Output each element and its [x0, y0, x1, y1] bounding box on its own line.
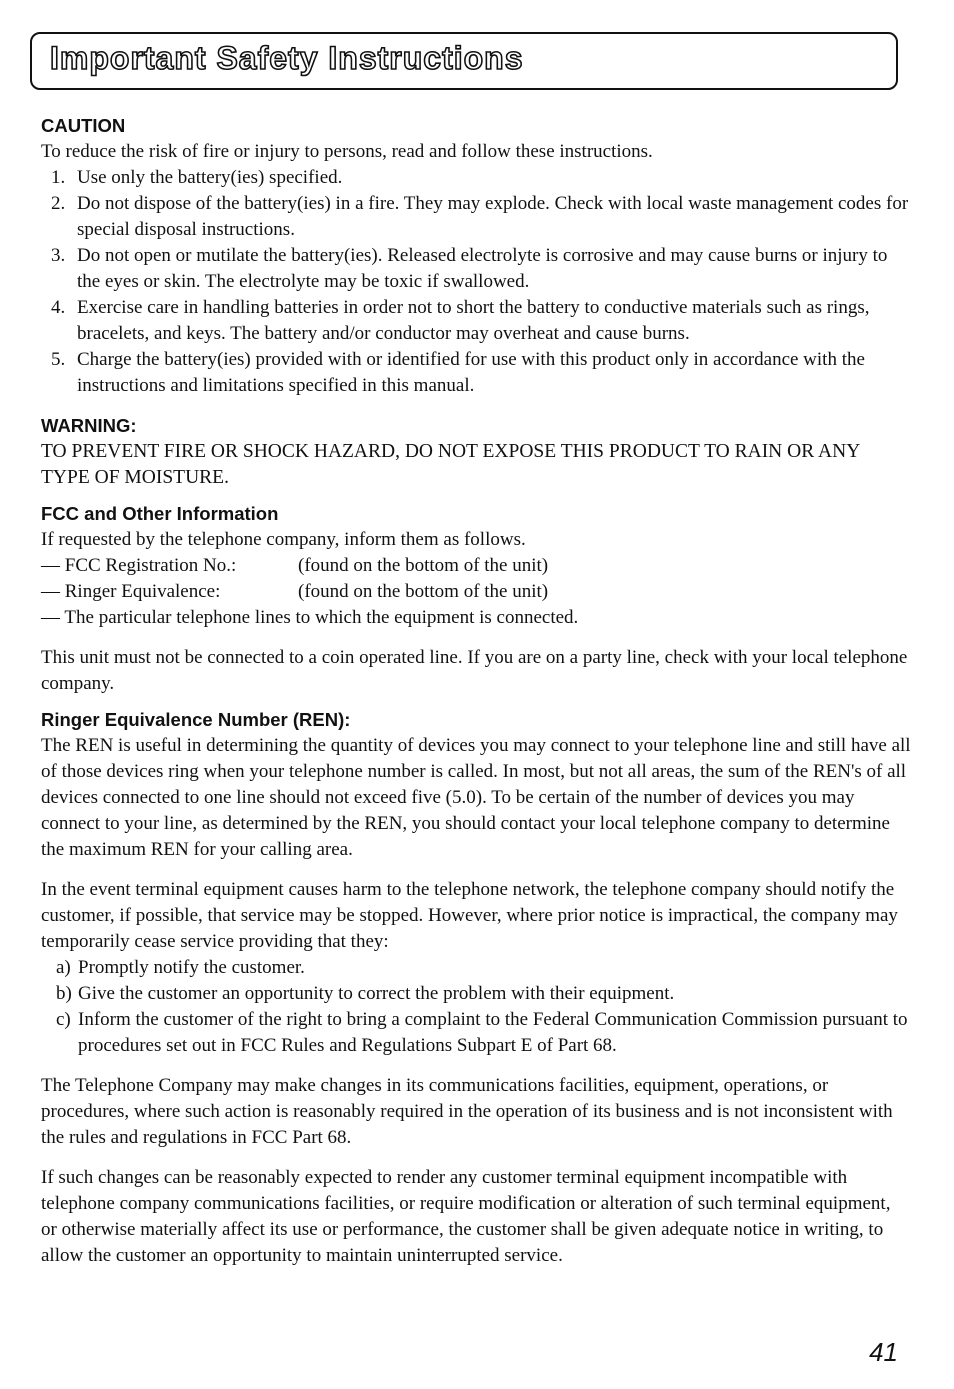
harm-list [41, 955, 911, 1059]
ren-heading: Ringer Equivalence Number (REN): [41, 709, 351, 730]
caution-heading: CAUTION [41, 115, 126, 136]
fcc-heading: FCC and Other Information [41, 503, 279, 524]
harm-item: b) Give the customer an opportunity to correct the problem with their equipment. [56, 983, 675, 1004]
coin-line-notice: This unit must not be connected to a coin operated line. If you are on a party line, check with your local telephone company. [41, 647, 908, 694]
caution-item: 4. Exercise care in handling batteries in order not to short the battery to conductive materials such as rings, bracelets, and keys. The battery and/or conductor may overheat and cause burns. [51, 297, 870, 344]
caution-item: 5. Charge the battery(ies) provided with or identified for use with this product only in accordance with the instructions and limitations specified in this manual. [51, 349, 865, 396]
harm-item: a) Promptly notify the customer. [56, 957, 305, 978]
incompatible-paragraph: If such changes can be reasonably expected to render any customer terminal equipment incompatible with telephone company communications facilities, or require modification or alteration of such terminal equipment, or otherwise materially affect its use or performance, the customer shall be given adequate notice in writing, to allow the customer an opportunity to maintain uninterrupted service. [41, 1167, 891, 1266]
harm-item: c) Inform the customer of the right to bring a complaint to the Federal Communication Commission pursuant to procedures set out in FCC Rules and Regulations Subpart E of Part 68. [56, 1009, 908, 1056]
warning-text: TO PREVENT FIRE OR SHOCK HAZARD, DO NOT EXPOSE THIS PRODUCT TO RAIN OR ANY TYPE OF MOISTURE. [41, 441, 860, 488]
fcc-line: — Ringer Equivalence: (found on the bottom of the unit) [41, 581, 549, 602]
harm-intro: In the event terminal equipment causes harm to the telephone network, the telephone company should notify the customer, if possible, that service may be stopped. However, where prior notice is impractical, the company may temporarily cease service providing that they: [41, 879, 898, 952]
fcc-intro: If requested by the telephone company, inform them as follows. [41, 529, 526, 550]
caution-list [41, 165, 911, 399]
ren-text: The REN is useful in determining the quantity of devices you may connect to your telephone line and still have all of those devices ring when your telephone number is called. In most, but not all areas, the sum of the REN's of all devices connected to one line should not exceed five (5.0). To be certain of the number of devices you may connect to your line, as determined by the REN, you should contact your local telephone company to determine the maximum REN for your calling area. [41, 735, 911, 860]
caution-item: 1. Use only the battery(ies) specified. [51, 167, 343, 188]
caution-item: 2. Do not dispose of the battery(ies) in a fire. They may explode. Check with local waste management codes for special disposal instructions. [51, 193, 909, 240]
page-title: Important Safety Instructions [50, 40, 524, 76]
fcc-line: — FCC Registration No.: (found on the bottom of the unit) [41, 555, 549, 576]
caution-item: 3. Do not open or mutilate the battery(ies). Released electrolyte is corrosive and may cause burns or injury to the eyes or skin. The electrolyte may be toxic if swallowed. [51, 245, 888, 292]
page-number: 41 [869, 1337, 898, 1367]
page-content [41, 113, 911, 1269]
changes-paragraph: The Telephone Company may make changes in its communications facilities, equipment, operations, or procedures, where such action is reasonably required in the operation of its business and is not inconsistent with the rules and regulations in FCC Part 68. [41, 1075, 893, 1148]
warning-heading: WARNING: [41, 415, 137, 436]
caution-intro: To reduce the risk of fire or injury to persons, read and follow these instructions. [41, 141, 653, 162]
fcc-line: — The particular telephone lines to which the equipment is connected. [41, 607, 579, 628]
